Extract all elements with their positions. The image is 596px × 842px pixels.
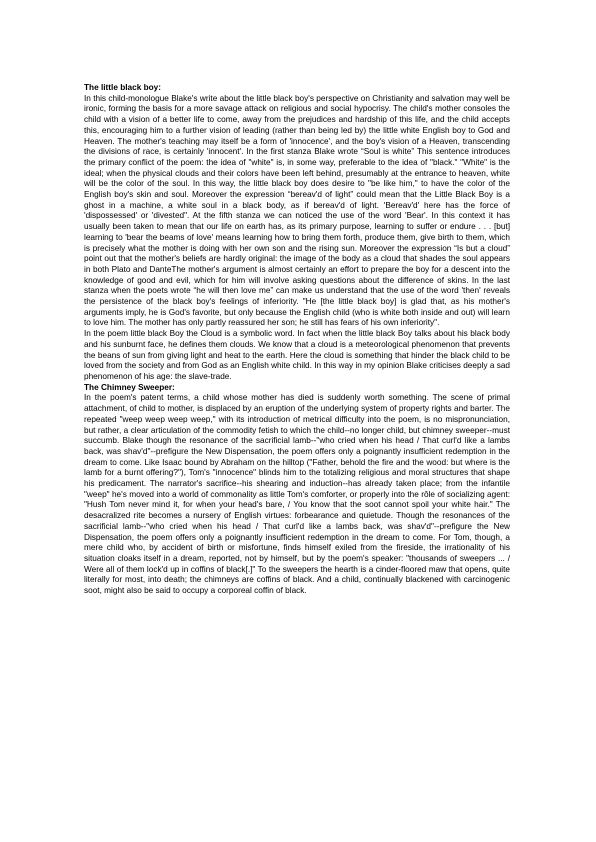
section-heading-little-black-boy: The little black boy: bbox=[84, 83, 162, 92]
paragraph-chimney-sweeper-1: In the poem's patent terms, a child whose mother has died is suddenly worth something. The scene of primal attachment, of child to mother, is displaced by an eruption of the underlying system of property rights and barter. The repeated "weep weep weep weep," with its introduction of metrical difficulty into the poem, is no mispronunciation, but rather, a clear articulation of the commodity fetish to which the child--no longer child, but chimney sweeper--must succumb. Blake though the resonance of the sacrificial lamb--"who cried when his head / That curl'd like a lambs back, was shav'd"--prefigure the New Dispensation, the poem offers only a poignantly insufficient redemption in the dream to come. Like Isaac bound by Abraham on the hilltop ("Father, behold the fire and the wood: but where is the lamb for a burnt offering?"), Tom's "innocence" blinds him to the totalizing religious and moral structures that shape his predicament. The narrator's sacrifice--his shearing and induction--has already taken place; from the infantile "weep" he's moved into a world of commonality as little Tom's comforter, or properly into the rôle of socializing agent: "Hush Tom never mind it, for when your head's bare, / You know that the soot cannot spoil your white hair." The desacralized rite becomes a nursery of English virtues: forbearance and quietude. Though the resonances of the sacrificial lamb--"who cried when his head / That curl'd like a lambs back, was shav'd"--prefigure the New Dispensation, the poem offers only a poignantly insufficient redemption in the dream to come. For Tom, though, a mere child who, by accident of birth or misfortune, finds himself exiled from the fireside, the irrationality of his situation cloaks itself in a dream, reported, not by himself, but by the poem's speaker: "thousands of sweepers ... / Were all of them lock'd up in coffins of black[.]" To the sweepers the hearth is a cinder-floored maw that opens, quite literally for most, into death; the chimneys are coffins of black. And a child, continually blackened with carcinogenic soot, might also be said to occupy a corporeal coffin of black. bbox=[84, 393, 510, 596]
paragraph-little-black-boy-1: In this child-monologue Blake's write about the little black boy's perspective on Christianity and salvation may well be ironic, forming the basis for a more savage attack on religious and social hypocrisy. The child's mother consoles the child with a vision of a better life to come, away from the prejudices and hardship of this life, and the child accepts this, encouraging him to a further vision of leading (rather than being led by) the little white English boy to God and Heaven. The mother's teaching may itself be a form of 'innocence', and the boy's vision of a Heaven, transcending the divisions of race, is certainly 'innocent'. In the first stanza Blake wrote “Soul is white” This sentence introduces the primary conflict of the poem: the idea of "white" is, in some way, preferable to the idea of "black." "White" is the ideal; when the physical clouds and their colors have been left behind, presumably at the entrance to heaven, white will be the color of the soul. In this way, the little black boy does desire to "be like him," to have the color of the English boy's skin and soul. Moreover the expression “bereav'd of light” could mean that the Little Black Boy is a ghost in a machine, a white soul in a black body, as if bereav'd of light. 'Bereav'd' here has the force of 'dispossessed' or 'divested". At the fifth stanza we can noticed the use of the word 'Bear'. In this context it has usually been taken to mean that our life on earth has, as its primary purpose, learning to suffer or endure . . . [but] learning to 'bear the beams of love' means learning how to bring them forth, produce them, give birth to them, which is precisely what the mother is doing with her own son and the rising sun. Moreover the expression “Is but a cloud” point out that the mother's beliefs are hardly original: the image of the body as a cloud that shades the soul appears in both Plato and DanteThe mother's argument is almost certainly an effort to prepare the boy for a descent into the knowledge of good and evil, which for him will involve asking questions about the difference of skins. In the last stanza when the poets wrote “he will then love me” can make us understand that the use of the word 'then' reveals the persistence of the black boy's feelings of inferiority. "He [the little black boy] is glad that, as his mother's arguments imply, he is God's favorite, but only because the English child (who is white both inside and out) will learn to love him. The mother has only partly reassured her son; he still has fears of his own inferiority". bbox=[84, 93, 510, 328]
paragraph-little-black-boy-2: In the poem little black Boy the Cloud is a symbolic word. In fact when the little black Boy talks about his black body and his sunburnt face, he defines them clouds. We know that a cloud is a meteorological phenomenon that prevents the beans of sun from giving light and heat to the earth. Here the cloud is something that hinder the black child to be loved from the society and from God as an English white child. In this way in my opinion Blake criticises deeply a sad phenomenon of his age: the slave-trade. bbox=[84, 329, 510, 381]
section-heading-chimney-sweeper: The Chimney Sweeper: bbox=[84, 382, 175, 392]
document-body bbox=[84, 83, 510, 597]
